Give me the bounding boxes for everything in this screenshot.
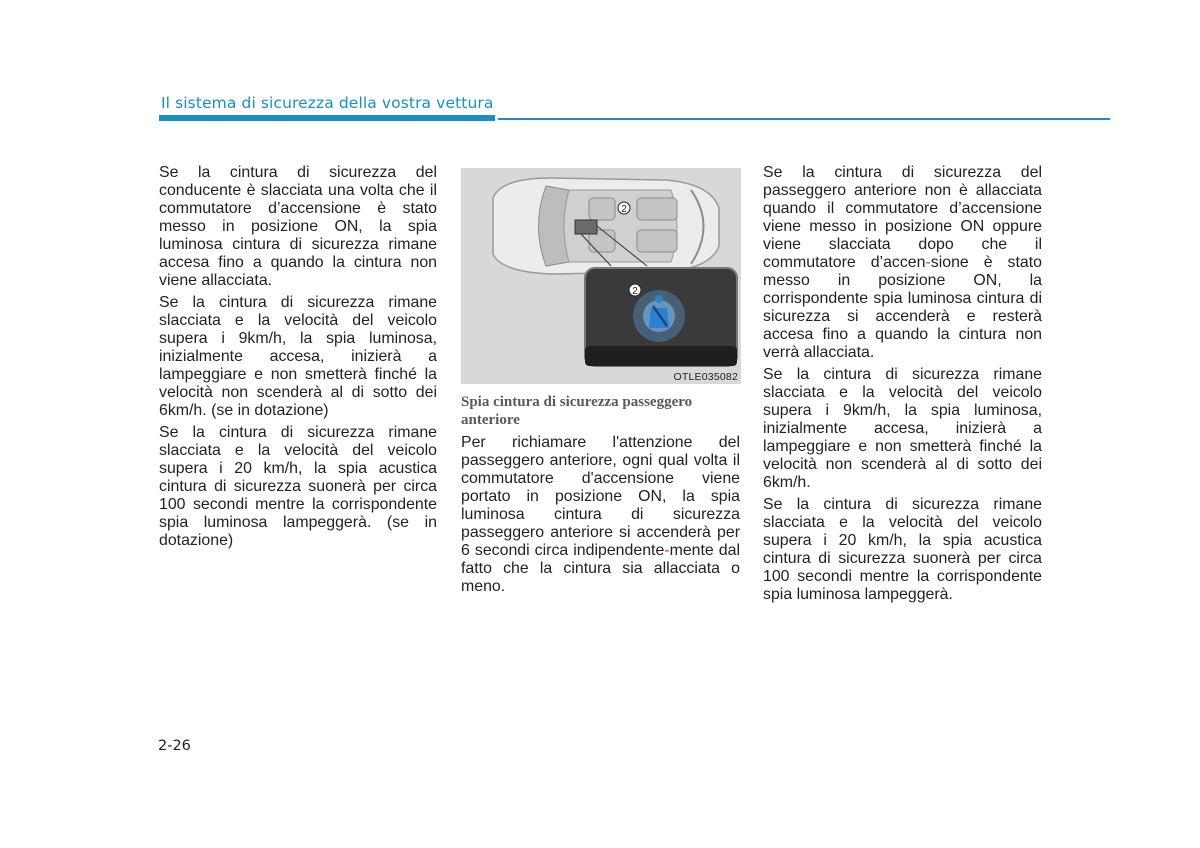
figure-code: OTLE035082 <box>673 371 738 383</box>
left-paragraph-2: Se la cintura di sicurezza rimane slacciata e la velocità del veicolo supera i 9km/h, la spia luminosa, inizialmente accesa, inizierà a lampeggiare e non smetterà finché la velocità non scenderà al di sotto dei 6km/h. (se in dotazione) <box>159 294 437 419</box>
middle-paragraph-1-part1: Per richiamare l'attenzione del passeggero anteriore, ogni qual volta il commutatore d'accensione viene portato in posizione ON, la spia luminosa cintura di sicurezza passeggero anteriore si accenderà per 6 secondi circa indipendente <box>461 434 740 559</box>
section-title: Il sistema di sicurezza della vostra vettura <box>161 94 494 112</box>
middle-paragraph-1 <box>461 434 740 596</box>
left-column <box>159 164 437 554</box>
right-paragraph-1-part1: Se la cintura di sicurezza del passeggero anteriore non è allacciata quando il commutatore d’accensione viene messo in posizione ON oppure viene slacciata dopo che il commutatore d’accen <box>763 164 1042 271</box>
header-accent-bar <box>159 115 495 121</box>
middle-column <box>461 434 740 600</box>
page-number: 2-26 <box>158 738 191 754</box>
right-paragraph-2: Se la cintura di sicurezza rimane slacciata e la velocità del veicolo supera i 9km/h, la spia luminosa, inizialmente accesa, inizierà a lampeggiare e non smetterà finché la velocità non scenderà al di sotto dei 6km/h. <box>763 366 1042 491</box>
inset-marker-label: 2 <box>632 286 638 297</box>
figure-caption: Spia cintura di sicurezza passeggero anteriore <box>461 394 693 428</box>
car-marker-label: 2 <box>621 204 627 215</box>
right-column <box>763 164 1042 608</box>
right-paragraph-1-part2: sione è stato messo in posizione ON, la corrispondente spia luminosa cintura di sicurezza si accenderà e resterà accesa fino a quando la cintura non verrà allacciata. <box>763 254 1043 361</box>
left-paragraph-3: Se la cintura di sicurezza rimane slacciata e la velocità del veicolo supera i 20 km/h, la spia acustica cintura di sicurezza suonerà per circa 100 secondi mentre la corrispondente spia luminosa lampeggerà. (se in dotazione) <box>159 424 437 549</box>
middle-paragraph-1-part2: mente dal fatto che la cintura sia allacciata o meno. <box>461 542 741 595</box>
right-paragraph-1 <box>763 164 1042 362</box>
car-top-view-illustration <box>461 168 741 384</box>
hyphen-mark: - <box>925 254 931 271</box>
seatbelt-figure <box>461 168 741 384</box>
right-paragraph-3: Se la cintura di sicurezza rimane slacciata e la velocità del veicolo supera i 20 km/h, la spia acustica cintura di sicurezza suonerà per circa 100 secondi mentre la corrispondente spia luminosa lampeggerà. <box>763 496 1042 603</box>
header-rule <box>498 118 1110 120</box>
hyphen-mark: - <box>664 542 670 559</box>
left-paragraph-1: Se la cintura di sicurezza del conducente è slacciata una volta che il commutatore d’accensione è stato messo in posizione ON, la spia luminosa cintura di sicurezza rimane accesa fino a quando la cintura non viene allacciata. <box>159 164 437 289</box>
